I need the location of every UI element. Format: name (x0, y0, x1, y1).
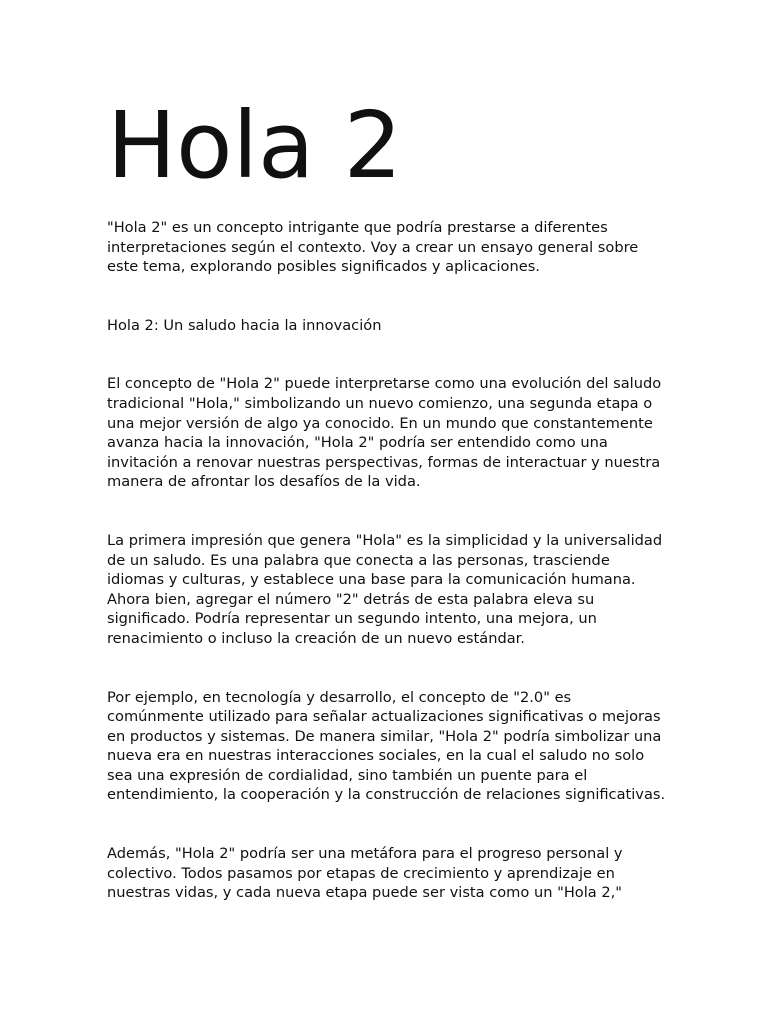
paragraph-evolution: El concepto de "Hola 2" puede interpretarse como una evolución del saludo tradicional "Hola," simbolizando un nuevo comienzo, una segunda etapa o una mejor versión de algo ya conocido. En un mundo que constantemente avanza hacia la innovación, "Hola 2" podría ser entendido como una invitación a renovar nuestras perspectivas, formas de interactuar y nuestra manera de afrontar los desafíos de la vida. (107, 375, 662, 491)
paragraph-metaphor: Además, "Hola 2" podría ser una metáfora para el progreso personal y colectivo. Todos pasamos por etapas de crecimiento y aprendizaje en nuestras vidas, y cada nueva etapa puede ser vista como un "Hola 2," (107, 845, 623, 902)
document-title: Hola 2 (107, 92, 403, 199)
paragraph-impression: La primera impresión que genera "Hola" es la simplicidad y la universalidad de un saludo. Es una palabra que conecta a las personas, trasciende idiomas y culturas, y establece una base para la comunicación humana. Ahora bien, agregar el número "2" detrás de esta palabra eleva su significado. Podría representar un segundo intento, una mejora, un renacimiento o incluso la creación de un nuevo estándar. (107, 531, 663, 647)
document-page (107, 92, 667, 942)
paragraph-heading: Hola 2: Un saludo hacia la innovación (107, 316, 382, 334)
paragraph-intro: "Hola 2" es un concepto intrigante que podría prestarse a diferentes interpretaciones según el contexto. Voy a crear un ensayo general sobre este tema, explorando posibles significados y aplicaciones. (107, 219, 639, 276)
paragraph-technology: Por ejemplo, en tecnología y desarrollo, el concepto de "2.0" es comúnmente utilizado para señalar actualizaciones significativas o mejoras en productos y sistemas. De manera similar, "Hola 2" podría simbolizar una nueva era en nuestras interacciones sociales, en la cual el saludo no solo sea una expresión de cordialidad, sino también un puente para el entendimiento, la cooperación y la construcción de relaciones significativas. (107, 688, 666, 804)
